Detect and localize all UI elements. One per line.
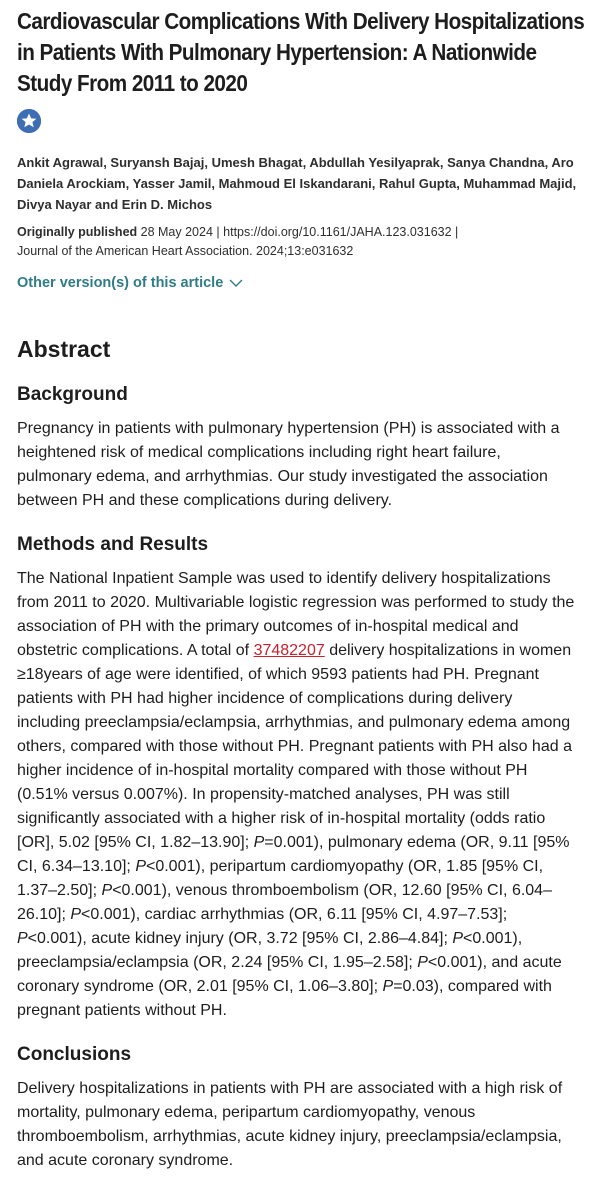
published-label: Originally published (17, 225, 138, 239)
methods-heading: Methods and Results (17, 534, 209, 555)
author-list[interactable]: Ankit Agrawal, Suryansh Bajaj, Umesh Bhagat, Abdullah Yesilyaprak, Sanya Chandna, Aro Daniela Arockiam, Yasser Jamil, Mahmoud El Iskandarani, Rahul Gupta, Muhammad Majid, Divya Nayar and Erin D. Michos (17, 155, 577, 212)
article-title: Cardiovascular Complications With Delivery Hospitalizations in Patients With Pulmonary Hypertension: A Nationwide Study From 2011 to 2020 (17, 8, 585, 96)
journal-citation: Journal of the American Heart Association. 2024;13:e031632 (17, 244, 354, 258)
count-link[interactable]: 37482207 (253, 642, 325, 659)
background-text: Pregnancy in patients with pulmonary hypertension (PH) is associated with a heightened risk of medical complications including right heart failure, pulmonary edema, and arrhythmias. Our study investigated the association between PH and these complications during delivery. (17, 420, 560, 509)
star-badge-icon[interactable] (17, 109, 41, 133)
methods-text: The National Inpatient Sample was used to identify delivery hospitalizations from 2011 to 2020. Multivariable logistic regression was performed to study the association of PH with the primary outcomes of in-hospital medical and obstetric complications. A total of 37482207 delivery hospitalizations in women ≥18years of age were identified, of which 9593 patients had PH. Pregnant patients with PH had higher incidence of complications during delivery including preeclampsia/eclampsia, arrhythmias, and pulmonary edema among others, compared with those without PH. Pregnant patients with PH also had a higher incidence of in-hospital mortality compared with those without PH (0.51% versus 0.007%). In propensity-matched analyses, PH was still significantly associated with a higher risk of in-hospital mortality (odds ratio [OR], 5.02 [95% CI, 1.82–13.90]; P=0.001), pulmonary edema (OR, 9.11 [95% CI, 6.34–13.10]; P<0.001), peripartum cardiomyopathy (OR, 1.85 [95% CI, 1.37–2.50]; P<0.001), venous thromboembolism (OR, 12.60 [95% CI, 6.04–26.10]; P<0.001), cardiac arrhythmias (OR, 6.11 [95% CI, 4.97–7.53]; P<0.001), acute kidney injury (OR, 3.72 [95% CI, 2.86–4.84]; P<0.001), preeclampsia/eclampsia (OR, 2.24 [95% CI, 1.95–2.58]; P<0.001), and acute coronary syndrome (OR, 2.01 [95% CI, 1.06–3.80]; P=0.03), compared with pregnant patients without PH. (17, 570, 575, 1019)
chevron-down-icon (229, 278, 243, 288)
conclusions-text: Delivery hospitalizations in patients with PH are associated with a high risk of mortality, pulmonary edema, peripartum cardiomyopathy, venous thromboembolism, arrhythmias, acute kidney injury, preeclampsia/eclampsia, and acute coronary syndrome. (17, 1080, 563, 1169)
background-section (17, 383, 577, 513)
publication-info: Originally published 28 May 2024 | https://doi.org/10.1161/JAHA.123.031632 | Journal of the American Heart Association. 2024;13:e031632 (17, 225, 459, 258)
other-versions-toggle[interactable] (17, 275, 577, 291)
other-versions-label: Other version(s) of this article (17, 275, 224, 291)
conclusions-section (17, 1043, 577, 1173)
abstract-heading: Abstract (17, 336, 111, 362)
conclusions-heading: Conclusions (17, 1044, 132, 1065)
methods-section (17, 533, 577, 1023)
published-date: 28 May 2024 (140, 225, 213, 239)
doi-link[interactable]: https://doi.org/10.1161/JAHA.123.031632 (223, 225, 452, 239)
background-heading: Background (17, 384, 128, 405)
star-icon (17, 109, 41, 133)
